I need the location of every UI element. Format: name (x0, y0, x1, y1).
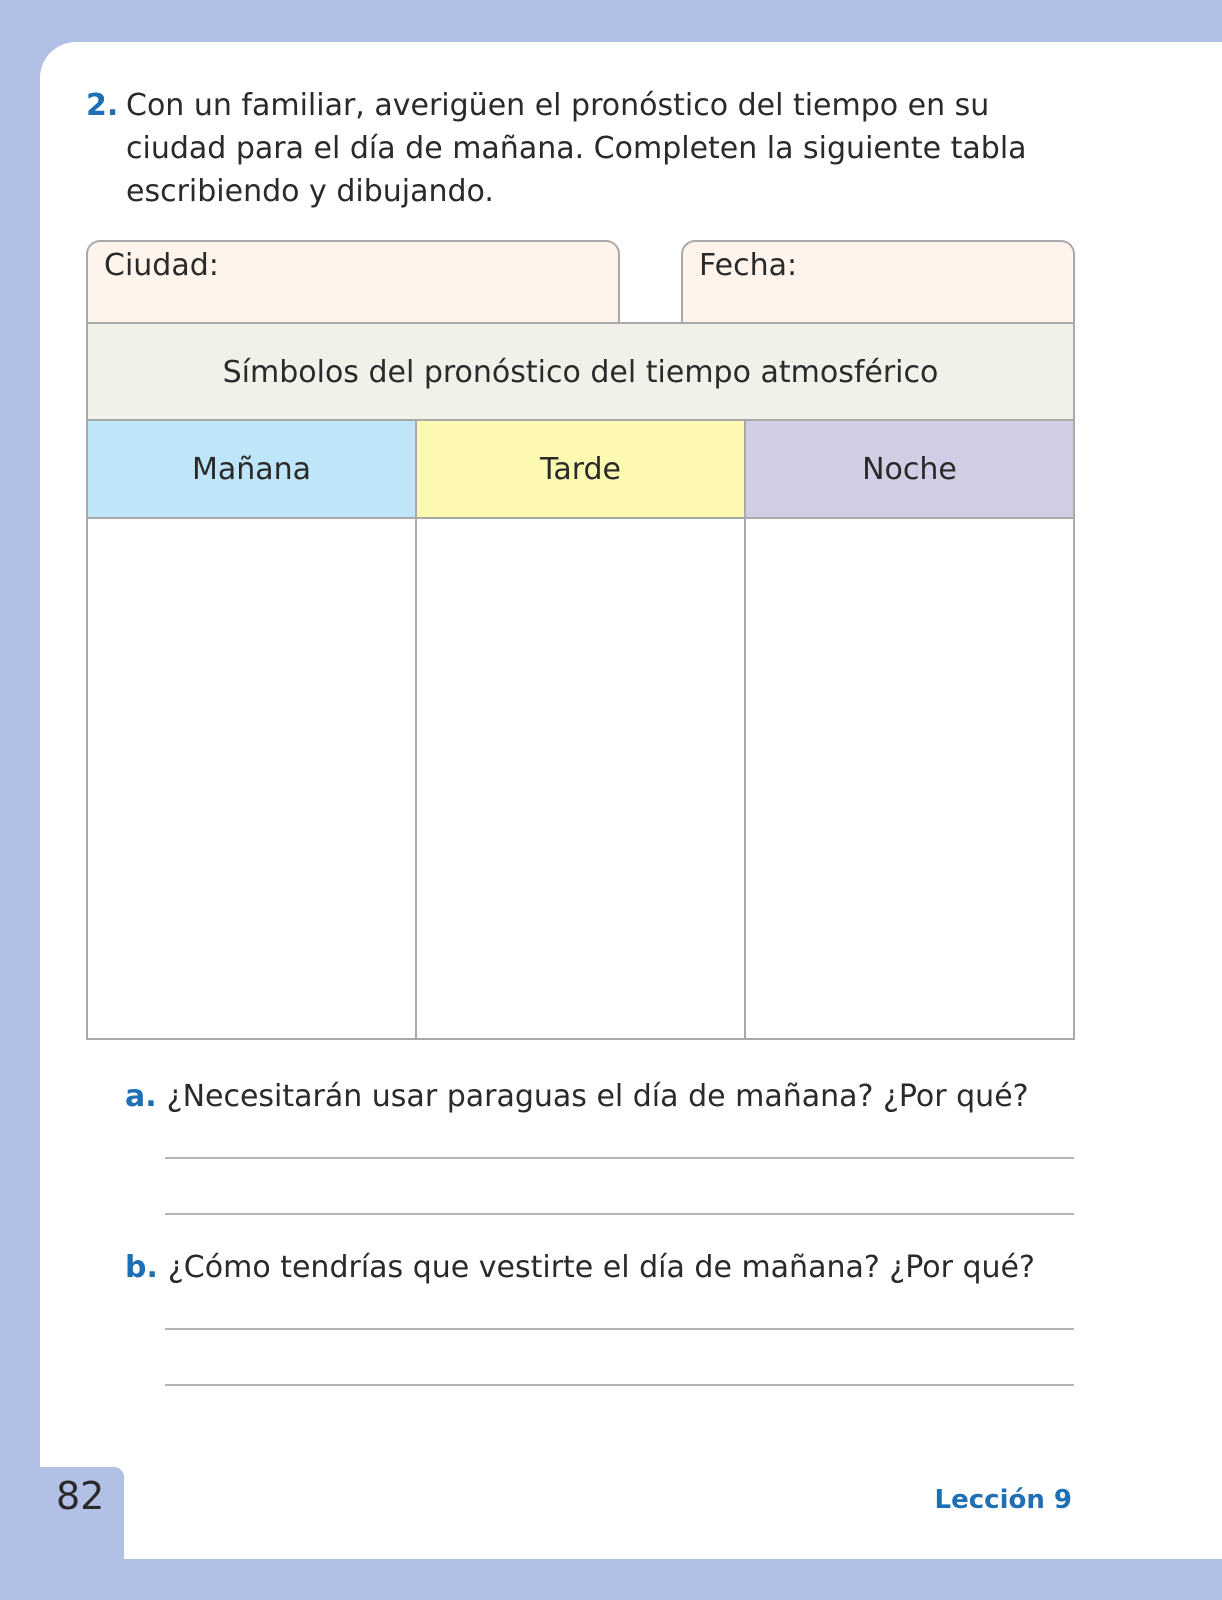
answer-line-a1[interactable] (165, 1157, 1074, 1159)
exercise-number: 2. (86, 88, 119, 123)
answer-line-b2[interactable] (165, 1384, 1074, 1386)
answer-line-a2[interactable] (165, 1213, 1074, 1215)
city-field[interactable] (86, 240, 620, 324)
question-b-letter: b. (125, 1250, 158, 1285)
city-label: Ciudad: (104, 248, 219, 283)
exercise-text: Con un familiar, averigüen el pronóstico del tiempo en su ciudad para el día de mañana. Completen la siguiente tabla escribiendo y dibujando. (126, 88, 1027, 209)
column-header-morning: Mañana (88, 421, 417, 519)
column-header-night: Noche (746, 421, 1073, 519)
forecast-table (86, 322, 1075, 1040)
date-label: Fecha: (699, 248, 798, 283)
page-number: 82 (56, 1474, 105, 1518)
question-b-text: ¿Cómo tendrías que vestirte el día de mañana? ¿Por qué? (167, 1250, 1035, 1285)
column-header-afternoon: Tarde (417, 421, 746, 519)
question-b (125, 1248, 1075, 1288)
drawing-cell-night[interactable] (746, 519, 1073, 1038)
drawing-cell-morning[interactable] (88, 519, 417, 1038)
question-a-text: ¿Necesitarán usar paraguas el día de mañana? ¿Por qué? (166, 1079, 1029, 1114)
table-title: Símbolos del pronóstico del tiempo atmosférico (88, 324, 1073, 421)
question-a-letter: a. (125, 1079, 157, 1114)
question-a (125, 1077, 1075, 1117)
drawing-cell-afternoon[interactable] (417, 519, 746, 1038)
exercise-prompt (86, 84, 1086, 213)
answer-line-b1[interactable] (165, 1328, 1074, 1330)
date-field[interactable] (681, 240, 1075, 324)
lesson-label: Lección 9 (934, 1485, 1072, 1515)
